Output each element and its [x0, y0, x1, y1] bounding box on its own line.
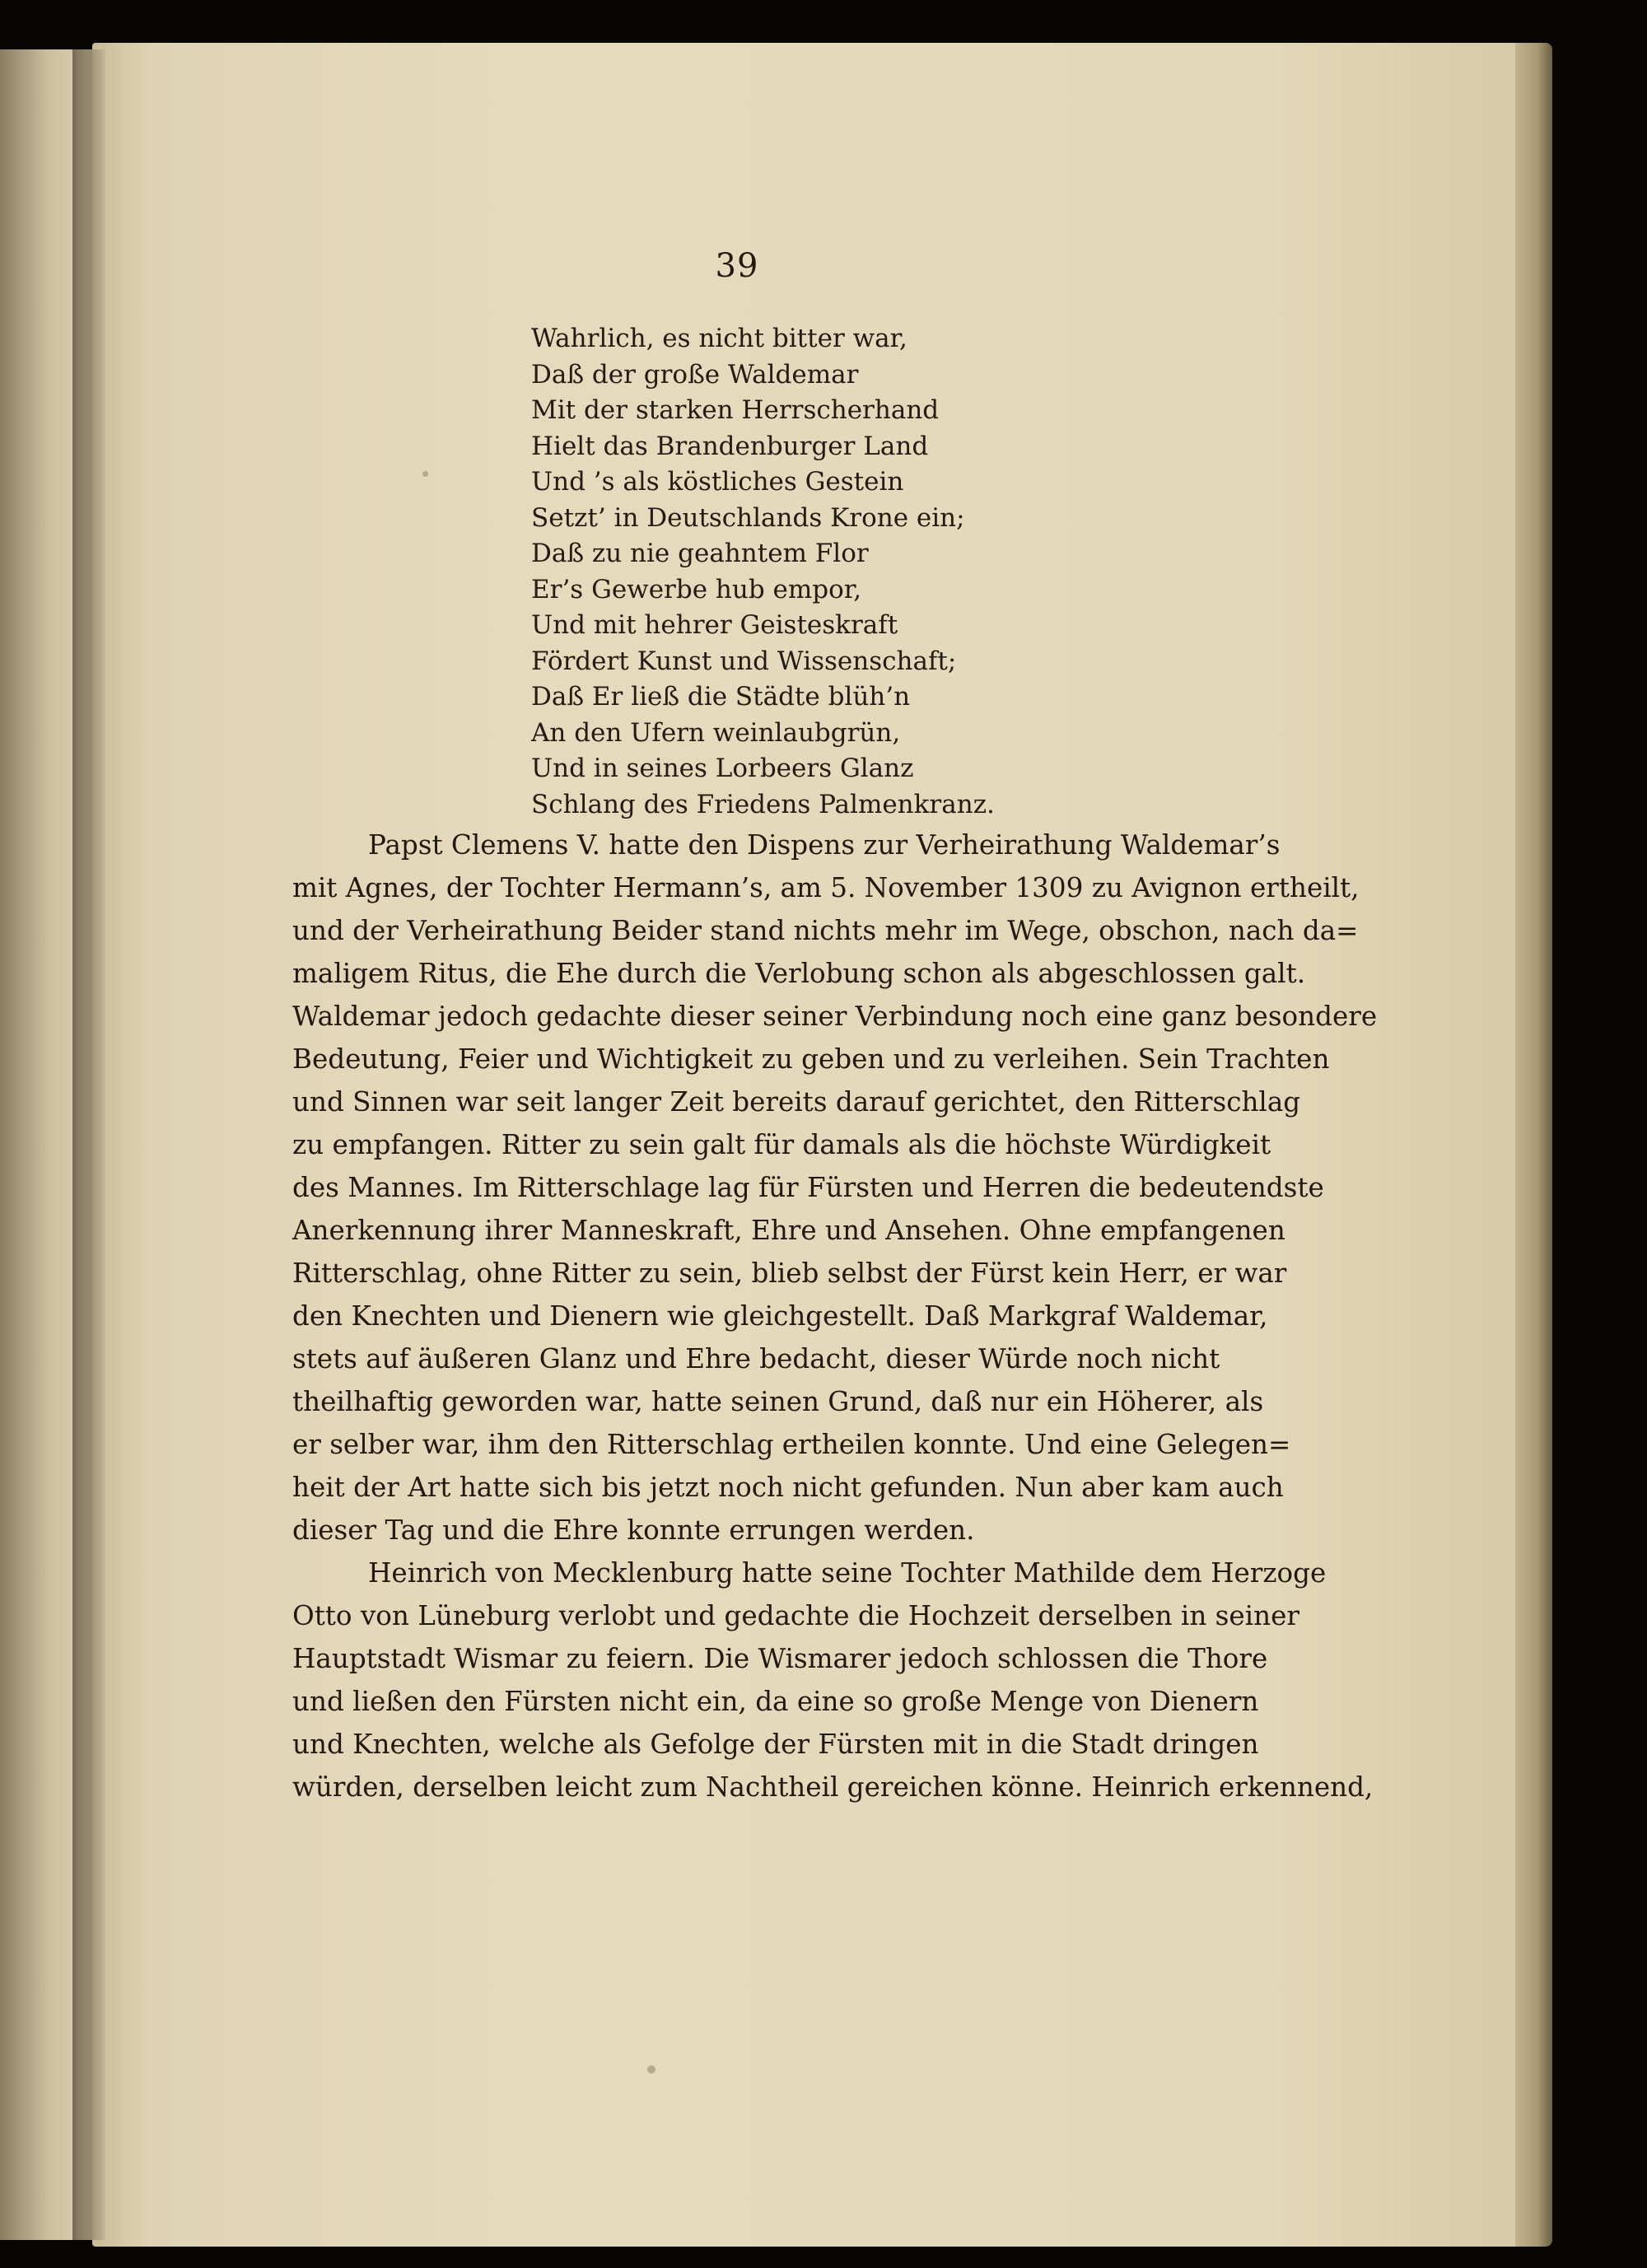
text-line: Heinrich von Mecklenburg hatte seine Tochter Mathilde dem Herzoge — [368, 1557, 1327, 1589]
text-line: Papst Clemens V. hatte den Dispens zur Verheirathung Waldemar’s — [368, 829, 1281, 861]
text-line: des Mannes. Im Ritterschlage lag für Fürsten und Herren die bedeutendste — [292, 1172, 1324, 1203]
paper-spot — [647, 2065, 656, 2074]
poem-line: Daß Er ließ die Städte blüh’n — [531, 682, 911, 712]
poem-line: Schlang des Friedens Palmenkranz. — [531, 789, 995, 819]
poem — [531, 321, 1108, 823]
poem-line: Hielt das Brandenburger Land — [531, 431, 929, 461]
poem-line: Daß zu nie geahntem Flor — [531, 539, 869, 568]
page-number: 39 — [715, 247, 759, 285]
text-line: theilhaftig geworden war, hatte seinen Grund, daß nur ein Höherer, als — [292, 1386, 1264, 1417]
poem-line: Mit der starken Herrscherhand — [531, 395, 940, 425]
text-line: dieser Tag und die Ehre konnte errungen werden. — [292, 1514, 975, 1546]
text-line: den Knechten und Dienern wie gleichgestellt. Daß Markgraf Waldemar, — [292, 1300, 1268, 1332]
text-line: Otto von Lüneburg verlobt und gedachte die Hochzeit derselben in seiner — [292, 1600, 1299, 1631]
text-line: und ließen den Fürsten nicht ein, da eine so große Menge von Dienern — [292, 1686, 1259, 1717]
poem-line: An den Ufern weinlaubgrün, — [531, 717, 901, 748]
poem-line: Und in seines Lorbeers Glanz — [531, 754, 914, 783]
text-line: maligem Ritus, die Ehe durch die Verlobung schon als abgeschlossen galt. — [292, 958, 1306, 989]
text-line: und der Verheirathung Beider stand nichts mehr im Wege, obschon, nach da= — [292, 915, 1359, 946]
poem-line: Fördert Kunst und Wissenschaft; — [531, 646, 957, 676]
gutter-shadow — [72, 49, 105, 2240]
text-line: mit Agnes, der Tochter Hermann’s, am 5. November 1309 zu Avignon ertheilt, — [292, 872, 1360, 903]
poem-line: Und mit hehrer Geisteskraft — [531, 610, 898, 640]
page-edge — [1515, 43, 1552, 2247]
text-line: Waldemar jedoch gedachte dieser seiner Verbindung noch eine ganz besondere — [292, 1001, 1378, 1032]
paragraph-1 — [292, 824, 1378, 1552]
text-line: Ritterschlag, ohne Ritter zu sein, blieb selbst der Fürst kein Herr, er war — [292, 1258, 1287, 1289]
text-line: zu empfangen. Ritter zu sein galt für damals als die höchste Würdigkeit — [292, 1129, 1271, 1160]
text-line: Hauptstadt Wismar zu feiern. Die Wismarer jedoch schlossen die Thore — [292, 1643, 1268, 1674]
text-line: er selber war, ihm den Ritterschlag ertheilen konnte. Und eine Gelegen= — [292, 1429, 1291, 1460]
poem-line: Und ’s als köstliches Gestein — [531, 467, 904, 497]
paper-spot — [422, 471, 428, 477]
text-line: und Knechten, welche als Gefolge der Fürsten mit in die Stadt dringen — [292, 1729, 1259, 1760]
text-line: Bedeutung, Feier und Wichtigkeit zu geben und zu verleihen. Sein Trachten — [292, 1043, 1330, 1075]
poem-line: Er’s Gewerbe hub empor, — [531, 574, 862, 604]
poem-line: Setzt’ in Deutschlands Krone ein; — [531, 502, 965, 533]
text-line: Anerkennung ihrer Manneskraft, Ehre und Ansehen. Ohne empfangenen — [292, 1215, 1285, 1246]
text-line: stets auf äußeren Glanz und Ehre bedacht, dieser Würde noch nicht — [292, 1343, 1220, 1374]
poem-line: Wahrlich, es nicht bitter war, — [531, 324, 907, 353]
poem-line: Daß der große Waldemar — [531, 359, 859, 390]
text-line: würden, derselben leicht zum Nachtheil gereichen könne. Heinrich erkennend, — [292, 1771, 1374, 1803]
text-line: und Sinnen war seit langer Zeit bereits darauf gerichtet, den Ritterschlag — [292, 1086, 1301, 1118]
paragraph-2 — [292, 1552, 1374, 1808]
text-line: heit der Art hatte sich bis jetzt noch nicht gefunden. Nun aber kam auch — [292, 1472, 1284, 1503]
